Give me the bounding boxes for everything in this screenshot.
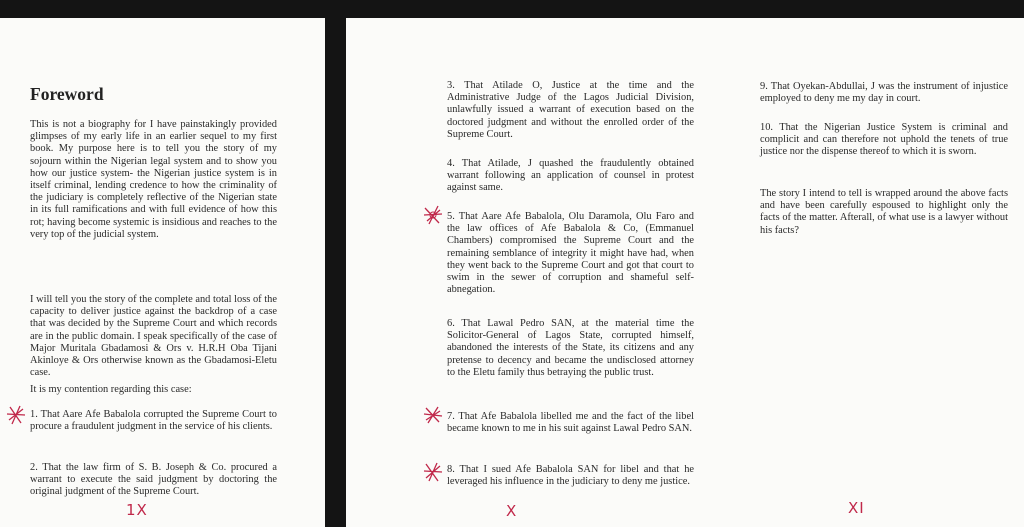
foreword-paragraph-2: I will tell you the story of the complete and total loss of the capacity to deliver justice against the backdrop of a case that was decided by the Supreme Court and which records are in the public domain. I speak specifically of the case of Major Muritala Gbadamosi & Ors v. H.R.H Oba Tijani Akinloye & Ors otherwise known as the Gbadamosi-Eletu case. [30, 294, 277, 379]
list-item-4: 4. That Atilade, J quashed the fraudulently obtained warrant following an application of counsel in protest against same. [447, 158, 694, 194]
list-item-5: 5. That Aare Afe Babalola, Olu Daramola, Olu Faro and the law offices of Afe Babalola & Co, (Emmanuel Chambers) compromised the Supreme Court and the remaining semblance of integrity it might have had, when they went back to the Supreme Court and got that court to swim in the sewer of corruption and shameful self-abnegation. [447, 211, 694, 296]
list-item-6: 6. That Lawal Pedro SAN, at the material time the Solicitor-General of Lagos State, corrupted himself, abandoned the interests of the State, its citizens and any pretense to decency and became the undisclosed attorney to the Eletu family thus betraying the public trust. [447, 318, 694, 378]
handwritten-star-icon [6, 404, 26, 426]
foreword-heading: Foreword [30, 84, 104, 104]
page-number-mark: XI [848, 499, 865, 517]
handwritten-star-icon [422, 460, 444, 484]
list-item-8: 8. That I sued Afe Babalola SAN for libel and that he leveraged his influence in the judiciary to deny me justice. [447, 464, 694, 488]
foreword-paragraph-3: It is my contention regarding this case: [30, 384, 192, 395]
list-item-2: 2. That the law firm of S. B. Joseph & Co. procured a warrant to execute the said judgment by doctoring the original judgment of the Supreme Court. [30, 462, 277, 498]
closing-paragraph: The story I intend to tell is wrapped around the above facts and have been carefully espoused to highlight only the facts of the matter. Afterall, of what use is a lawyer without his facts? [760, 188, 1008, 236]
page-number-mark: 1X [126, 501, 148, 519]
foreword-paragraph-1: This is not a biography for I have painstakingly provided glimpses of my early life in an earlier sequel to my first book. My purpose here is to tell you the story of my sojourn within the Nigerian legal system and to show you how our justice system- the Nigerian justice system is in itself criminal, lending credence to how the criminality of the judiciary is completely reflective of the Nigerian state in its full ramifications and with full evidence of how this rot; having become systemic is insidious and reaches to the very top of the judicial system. [30, 119, 277, 240]
list-item-9: 9. That Oyekan-Abdullai, J was the instrument of injustice employed to deny me my day in court. [760, 81, 1008, 105]
list-item-10: 10. That the Nigerian Justice System is criminal and complicit and can therefore not uphold the tenets of true justice nor the dispense thereof to which it is sworn. [760, 122, 1008, 158]
list-item-1: 1. That Aare Afe Babalola corrupted the Supreme Court to procure a fraudulent judgment in the service of his clients. [30, 409, 277, 433]
right-page [346, 18, 1024, 527]
handwritten-star-icon [422, 204, 444, 226]
page-number-mark: X [506, 502, 518, 520]
handwritten-star-icon [422, 404, 444, 426]
list-item-7: 7. That Afe Babalola libelled me and the fact of the libel became known to me in his suit against Lawal Pedro SAN. [447, 411, 694, 435]
list-item-3: 3. That Atilade O, Justice at the time and the Administrative Judge of the Lagos Judicial Division, unlawfully issued a warrant of execution based on the doctored judgment and without the enrolled order of the Supreme Court. [447, 80, 694, 140]
left-page [0, 18, 325, 527]
